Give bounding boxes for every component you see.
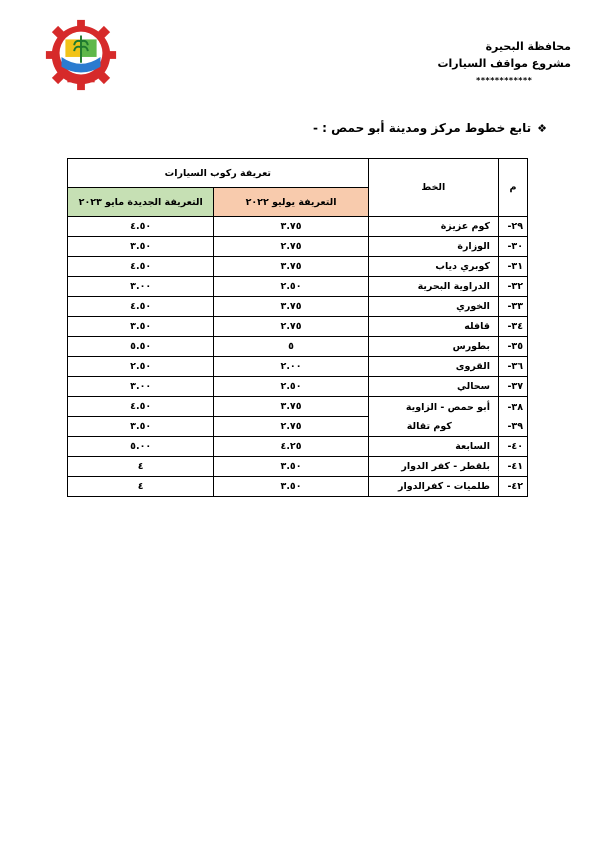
line-name-top: أبو حمص - الزاوية — [405, 401, 490, 413]
table-row — [68, 237, 528, 257]
new-fare: ٣.٠٠ — [68, 377, 214, 397]
table-row — [68, 277, 528, 297]
old-fare-top: ٣.٧٥ — [280, 401, 302, 412]
old-fare-bottom: ٢.٧٥ — [214, 416, 367, 436]
row-number: ٣٧- — [498, 377, 527, 397]
table-row — [68, 337, 528, 357]
new-fare: ٤.٥٠ — [68, 257, 214, 277]
new-fare: ٥.٠٠ — [68, 437, 214, 457]
new-fare: ٤ — [68, 457, 214, 477]
new-fare: ٤ — [68, 477, 214, 497]
row-number: ٣٢- — [498, 277, 527, 297]
new-fare: ٥.٥٠ — [68, 337, 214, 357]
line-name-bottom: كوم تقالة — [406, 420, 452, 432]
table-row — [68, 377, 528, 397]
row-number: ٤١- — [498, 457, 527, 477]
new-fare-top: ٤.٥٠ — [130, 401, 152, 412]
governorate-name: محافظة البحيرة — [485, 40, 571, 53]
diamond-bullet-icon: ❖ — [537, 121, 547, 135]
table-row — [68, 317, 528, 337]
old-fare: ٣.٧٥ — [214, 257, 368, 277]
row-number: ٤٢- — [498, 477, 527, 497]
row-number: ٤٠- — [498, 437, 527, 457]
row-number: ٣٤- — [498, 317, 527, 337]
line-name: الخوري — [368, 297, 498, 317]
col-header-new-fare: التعريفة الجديدة مايو ٢٠٢٣ — [68, 188, 214, 217]
line-name: الدراوية البحرية — [368, 277, 498, 297]
old-fare: ٣.٧٥ — [214, 297, 368, 317]
old-fare — [214, 397, 368, 437]
section-heading — [313, 121, 547, 135]
line-name: كوبري دياب — [368, 257, 498, 277]
table-row — [68, 257, 528, 277]
row-number: ٣٠- — [498, 237, 527, 257]
line-name: بلقطر - كفر الدوار — [368, 457, 498, 477]
organization-header — [437, 38, 571, 89]
table-row — [68, 297, 528, 317]
col-header-line: الخط — [368, 159, 498, 217]
row-number: ٢٩- — [498, 217, 527, 237]
new-fare: ٣.٥٠ — [68, 317, 214, 337]
old-fare: ٢.٥٠ — [214, 277, 368, 297]
new-fare — [68, 397, 214, 437]
governorate-emblem-icon — [42, 16, 120, 94]
col-header-m: م — [498, 159, 527, 217]
table-row — [68, 437, 528, 457]
row-number: ٣٦- — [498, 357, 527, 377]
table-row — [68, 217, 528, 237]
old-fare: ٢.٧٥ — [214, 237, 368, 257]
row-number: ٣٥- — [498, 337, 527, 357]
old-fare: ٢.٥٠ — [214, 377, 368, 397]
new-fare: ٤.٥٠ — [68, 297, 214, 317]
line-name: بطورس — [368, 337, 498, 357]
new-fare: ٣.٥٠ — [68, 237, 214, 257]
stars-separator: ************ — [476, 76, 533, 85]
line-name: القروى — [368, 357, 498, 377]
line-name: طلميات - كفرالدوار — [368, 477, 498, 497]
fare-table — [67, 158, 528, 497]
row-number: ٣١- — [498, 257, 527, 277]
row-number: ٣٣- — [498, 297, 527, 317]
old-fare: ٥ — [214, 337, 368, 357]
row-number — [498, 397, 527, 437]
table-row-merged — [68, 397, 528, 437]
table-row — [68, 457, 528, 477]
section-heading-text: تابع خطوط مركز ومدينة أبو حمص : - — [313, 121, 532, 135]
old-fare: ٢.٠٠ — [214, 357, 368, 377]
old-fare: ٢.٧٥ — [214, 317, 368, 337]
line-name: قافله — [368, 317, 498, 337]
line-name: سحالي — [368, 377, 498, 397]
table-row — [68, 477, 528, 497]
new-fare: ٢.٥٠ — [68, 357, 214, 377]
line-name: كوم عزيزة — [368, 217, 498, 237]
old-fare: ٣.٧٥ — [214, 217, 368, 237]
new-fare-bottom: ٣.٥٠ — [68, 416, 213, 436]
line-name: السابعة — [368, 437, 498, 457]
table-body — [68, 217, 528, 497]
line-name — [368, 397, 498, 437]
col-header-fare-group: تعريفة ركوب السيارات — [68, 159, 369, 188]
old-fare: ٣.٥٠ — [214, 457, 368, 477]
new-fare: ٣.٠٠ — [68, 277, 214, 297]
table-row — [68, 357, 528, 377]
old-fare: ٣.٥٠ — [214, 477, 368, 497]
row-number-bottom: ٣٩- — [507, 420, 523, 432]
new-fare: ٤.٥٠ — [68, 217, 214, 237]
col-header-old-fare: التعريفة يوليو ٢٠٢٢ — [214, 188, 368, 217]
old-fare: ٤.٢٥ — [214, 437, 368, 457]
line-name: الوزارة — [368, 237, 498, 257]
project-name: مشروع مواقف السيارات — [437, 57, 571, 70]
row-number-top: ٣٨- — [507, 401, 523, 413]
